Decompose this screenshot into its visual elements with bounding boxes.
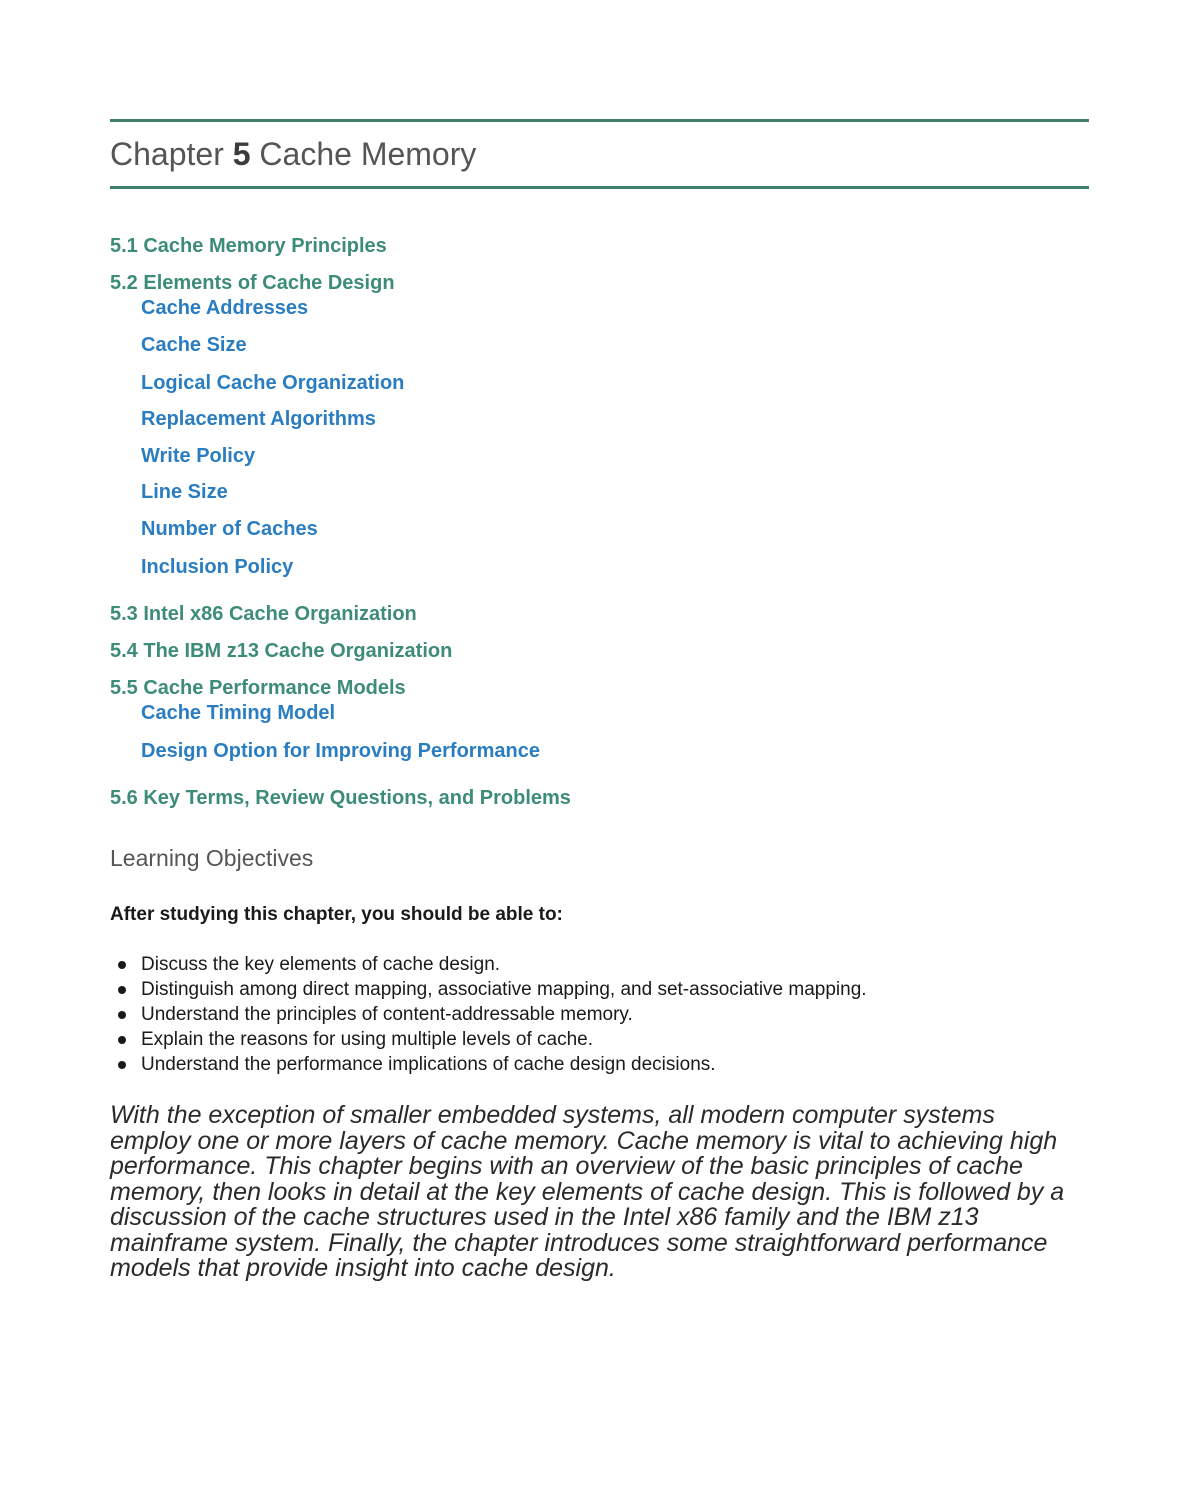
toc-link-design-option[interactable]: Design Option for Improving Performance (141, 740, 540, 762)
objective-text: Explain the reasons for using multiple levels of cache. (141, 1029, 594, 1050)
chapter-prefix: Chapter (110, 136, 224, 172)
chapter-number: 5 (232, 136, 251, 172)
title-top-rule (110, 119, 1089, 122)
toc-link-cache-addresses[interactable]: Cache Addresses (141, 297, 309, 319)
toc-link-inclusion-policy[interactable]: Inclusion Policy (141, 556, 294, 578)
toc-link-5-2[interactable]: 5.2 Elements of Cache Design (110, 272, 395, 294)
toc-link-5-6[interactable]: 5.6 Key Terms, Review Questions, and Problems (110, 787, 571, 809)
bullet-icon (118, 1061, 126, 1069)
toc-link-5-5[interactable]: 5.5 Cache Performance Models (110, 677, 406, 699)
objective-text: Distinguish among direct mapping, associative mapping, and set-associative mapping. (141, 979, 867, 1000)
list-item (116, 977, 867, 1002)
list-item (116, 1052, 867, 1077)
bullet-icon (118, 1036, 126, 1044)
chapter-title (110, 132, 476, 176)
objectives-list (116, 952, 867, 1077)
list-item (116, 1027, 867, 1052)
toc-link-cache-timing-model[interactable]: Cache Timing Model (141, 702, 336, 724)
bullet-icon (118, 961, 126, 969)
objective-text: Discuss the key elements of cache design. (141, 954, 501, 975)
toc-link-5-1[interactable]: 5.1 Cache Memory Principles (110, 235, 387, 257)
objective-text: Understand the principles of content-addressable memory. (141, 1004, 633, 1025)
chapter-introduction: With the exception of smaller embedded systems, all modern computer systems employ one or more layers of cache memory. Cache memory is vital to achieving high performance. This chapter begins with an overview of the basic principles of cache memory, then looks in detail at the key elements of cache design. This is followed by a discussion of the cache structures used in the Intel x86 family and the IBM z13 mainframe system. Finally, the chapter introduces some straightforward performance models that provide insight into cache design. (110, 1101, 1065, 1282)
title-bottom-rule (110, 186, 1089, 189)
toc-link-replacement-algorithms[interactable]: Replacement Algorithms (141, 408, 376, 430)
bullet-icon (118, 986, 126, 994)
toc-link-write-policy[interactable]: Write Policy (141, 445, 256, 467)
toc-link-logical-cache-organization[interactable]: Logical Cache Organization (141, 372, 405, 394)
objective-text: Understand the performance implications of cache design decisions. (141, 1054, 716, 1075)
learning-objectives-heading: Learning Objectives (110, 845, 314, 871)
toc-link-number-of-caches[interactable]: Number of Caches (141, 518, 318, 540)
objectives-lead: After studying this chapter, you should be able to: (110, 904, 563, 925)
toc-link-cache-size[interactable]: Cache Size (141, 334, 247, 356)
chapter-name: Cache Memory (259, 136, 477, 172)
bullet-icon (118, 1011, 126, 1019)
list-item (116, 1002, 867, 1027)
toc-link-line-size[interactable]: Line Size (141, 481, 228, 503)
list-item (116, 952, 867, 977)
toc-link-5-4[interactable]: 5.4 The IBM z13 Cache Organization (110, 640, 453, 662)
toc-link-5-3[interactable]: 5.3 Intel x86 Cache Organization (110, 603, 417, 625)
